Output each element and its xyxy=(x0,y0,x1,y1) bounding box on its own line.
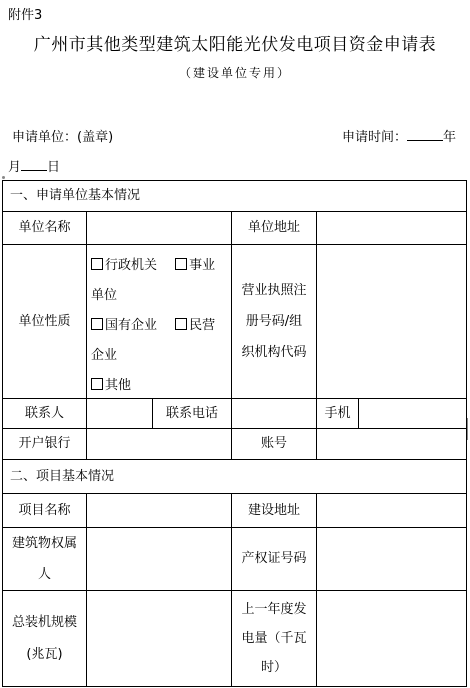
project-name-field[interactable] xyxy=(87,494,231,527)
date-line xyxy=(8,156,60,175)
option-institution-cont: 单位 xyxy=(91,288,118,303)
contact-label: 联系人 xyxy=(24,405,64,421)
owner-label xyxy=(3,528,86,590)
unit-address-field[interactable] xyxy=(317,212,466,244)
apply-time xyxy=(342,126,456,145)
option-institution: 事业 xyxy=(189,258,216,273)
option-government: 行政机关 xyxy=(105,258,158,273)
build-address-label: 建设地址 xyxy=(247,502,300,518)
unit-nature-options xyxy=(87,245,231,398)
generation-label-line3: 时） xyxy=(260,660,287,675)
account-field[interactable] xyxy=(317,429,466,459)
project-name-label: 项目名称 xyxy=(18,502,71,518)
cert-no-field[interactable] xyxy=(317,528,466,590)
month-label: 月 xyxy=(8,160,22,175)
cert-no-label: 产权证号码 xyxy=(241,551,307,566)
scale-label xyxy=(3,591,86,686)
section1-heading: 一、申请单位基本情况 xyxy=(10,188,141,203)
contact-field[interactable] xyxy=(87,399,152,428)
scale-label-line1: 总装机规模 xyxy=(11,614,77,630)
mobile-label: 手机 xyxy=(324,405,351,421)
option-private-cont: 企业 xyxy=(91,348,118,363)
generation-label-line2: 电量（千瓦 xyxy=(241,631,307,646)
checkbox-private[interactable] xyxy=(175,318,187,330)
year-label: 年 xyxy=(443,130,457,145)
scroll-marker xyxy=(467,418,468,440)
phone-label: 联系电话 xyxy=(165,405,218,421)
apply-time-label: 申请时间： xyxy=(342,130,408,145)
unit-name-label: 单位名称 xyxy=(18,220,71,235)
page-subtitle: （建设单位专用） xyxy=(178,66,291,80)
checkbox-other[interactable] xyxy=(91,378,103,390)
generation-field[interactable] xyxy=(317,591,466,686)
applicant-label: 申请单位：(盖章) xyxy=(12,130,114,145)
owner-label-line1: 建筑物权属 xyxy=(11,536,77,551)
license-label xyxy=(232,245,316,398)
generation-label-line1: 上一年度发 xyxy=(241,602,307,617)
attachment-label: 附件3 xyxy=(8,8,43,23)
owner-label-line2: 人 xyxy=(37,567,51,582)
month-blank[interactable] xyxy=(21,157,47,171)
phone-field[interactable] xyxy=(232,399,316,428)
bank-label: 开户银行 xyxy=(18,436,71,451)
bank-field[interactable] xyxy=(87,429,231,459)
unit-nature-label: 单位性质 xyxy=(18,313,71,329)
checkbox-state-owned[interactable] xyxy=(91,318,103,330)
year-blank[interactable] xyxy=(407,127,443,141)
option-private: 民营 xyxy=(189,318,216,333)
page-title: 广州市其他类型建筑太阳能光伏发电项目资金申请表 xyxy=(33,35,437,55)
scale-field[interactable] xyxy=(87,591,231,686)
option-other: 其他 xyxy=(105,378,132,393)
mobile-field[interactable] xyxy=(359,399,466,428)
day-label: 日 xyxy=(47,160,61,175)
unit-address-label: 单位地址 xyxy=(247,220,300,235)
scale-label-line2: (兆瓦) xyxy=(26,646,63,662)
license-label-line3: 织机构代码 xyxy=(241,345,307,360)
license-label-line2: 册号码/组 xyxy=(245,314,303,329)
table-rule xyxy=(2,686,467,687)
option-state-owned: 国有企业 xyxy=(105,318,158,333)
page-corner-mark xyxy=(2,176,5,179)
checkbox-government[interactable] xyxy=(91,258,103,270)
section2-heading: 二、项目基本情况 xyxy=(10,468,115,484)
generation-label xyxy=(232,591,316,686)
account-label: 账号 xyxy=(260,436,287,451)
unit-name-field[interactable] xyxy=(87,212,231,244)
owner-field[interactable] xyxy=(87,528,231,590)
checkbox-institution[interactable] xyxy=(175,258,187,270)
build-address-field[interactable] xyxy=(317,494,466,527)
license-label-line1: 营业执照注 xyxy=(241,283,307,298)
license-field[interactable] xyxy=(317,245,466,398)
